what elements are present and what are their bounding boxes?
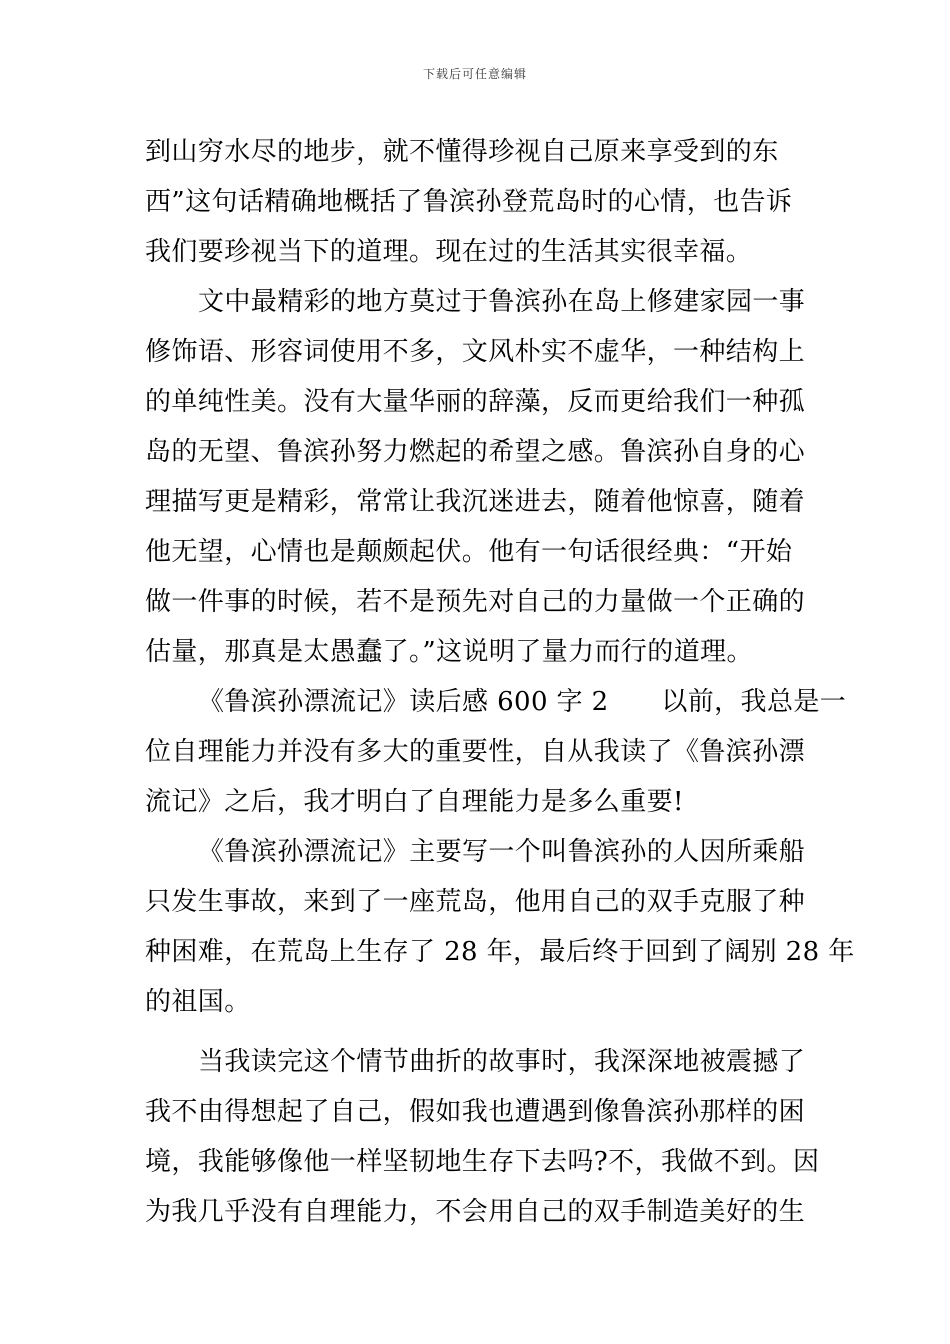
text-line: 《鲁滨孙漂流记》主要写一个叫鲁滨孙的人因所乘船: [198, 837, 806, 867]
text-line: 我们要珍视当下的道理。现在过的生活其实很幸福。: [145, 237, 753, 267]
text-line: 到山穷水尽的地步，就不懂得珍视自己原来享受到的东: [145, 137, 779, 167]
page-header: 下载后可任意编辑: [422, 67, 527, 81]
text-line: 文中最精彩的地方莫过于鲁滨孙在岛上修建家园一事: [198, 287, 806, 317]
paragraph-gap: [145, 1027, 810, 1037]
text-line: 估量，那真是太愚蠢了。”这说明了量力而行的道理。: [145, 637, 753, 667]
text-line: 他无望，心情也是颠颇起伏。他有一句话很经典：“开始: [145, 537, 793, 567]
paragraph-2: [145, 277, 810, 677]
text-line: 境，我能够像他一样坚韧地生存下去吗?不，我做不到。因: [145, 1147, 820, 1177]
text-line: 做一件事的时候，若不是预先对自己的力量做一个正确的: [145, 587, 806, 617]
text-line: 的祖国。: [145, 987, 251, 1017]
text-line: 西”这句话精确地概括了鲁滨孙登荒岛时的心情，也告诉: [145, 187, 793, 217]
text-line: 只发生事故，来到了一座荒岛，他用自己的双手克服了种: [145, 887, 806, 917]
paragraph-5: [145, 1037, 820, 1237]
text-line: 种困难，在荒岛上生存了 28 年，最后终于回到了阔别 28 年: [145, 937, 855, 967]
paragraph-3: [145, 677, 847, 827]
text-line: 岛的无望、鲁滨孙努力燃起的希望之感。鲁滨孙自身的心: [145, 437, 806, 467]
paragraph-1: [145, 127, 810, 277]
text-line: 的单纯性美。没有大量华丽的辞藻，反而更给我们一种孤: [145, 387, 806, 417]
text-line: 流记》之后，我才明白了自理能力是多么重要!: [145, 787, 684, 817]
text-line: 当我读完这个情节曲折的故事时，我深深地被震撼了: [198, 1047, 806, 1077]
text-line: 《鲁滨孙漂流记》读后感 600 字 2 以前，我总是一: [198, 687, 847, 717]
text-line: 理描写更是精彩，常常让我沉迷进去，随着他惊喜，随着: [145, 487, 806, 517]
text-line: 为我几乎没有自理能力，不会用自己的双手制造美好的生: [145, 1197, 806, 1227]
text-line: 修饰语、形容词使用不多，文风朴实不虚华，一种结构上: [145, 337, 806, 367]
text-line: 位自理能力并没有多大的重要性，自从我读了《鲁滨孙漂: [145, 737, 806, 767]
paragraph-4: [145, 827, 855, 1027]
text-line: 我不由得想起了自己，假如我也遭遇到像鲁滨孙那样的困: [145, 1097, 806, 1127]
document-body: [145, 127, 855, 1237]
